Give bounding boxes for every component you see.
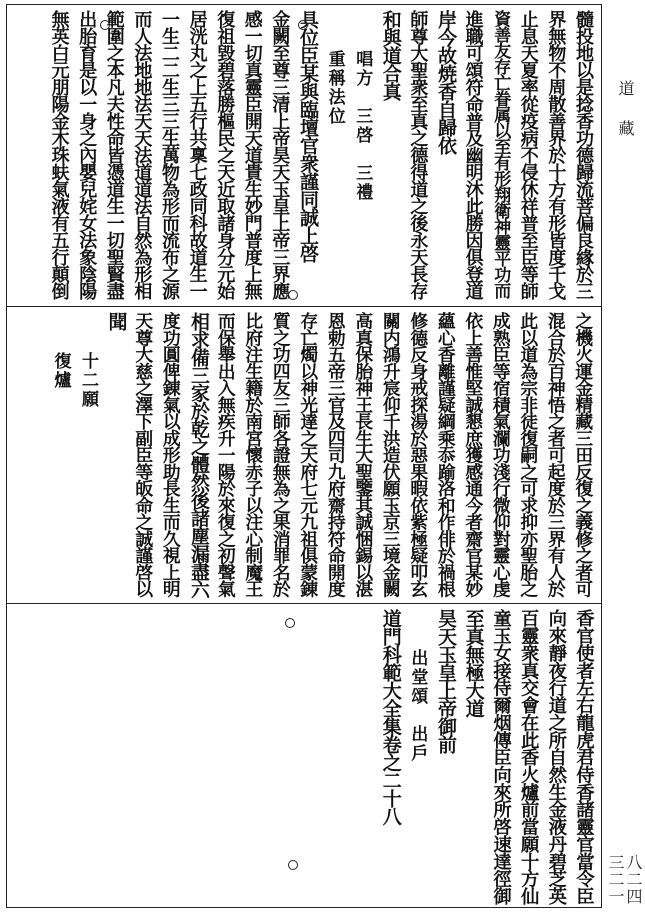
text-column: 質之功四友三師各證無為之果消罪名於 <box>270 312 292 597</box>
text-column: 十二願 <box>78 352 98 409</box>
text-column: 岸今故焼香自歸依 <box>435 10 457 154</box>
text-column: 相求備三家於乾之體然後諸塵漏盡六 <box>187 312 210 598</box>
text-column: 復祖毀碧落勝樞民之天近取諸身分元始 <box>214 10 236 299</box>
text-column: 此以道為宗非徒復嗣之可求抑亦聖胎之 <box>517 312 539 597</box>
text-column: 無英白元朋陽金木珠蚨氣液有五行顛倒 <box>48 10 70 299</box>
text-column: 向來靜夜行道之所自然生金液丹碧芝英 <box>545 609 567 905</box>
circle-mark-icon <box>298 20 308 30</box>
text-column: 度功圓俾錬氣以成形助長生而久視上明 <box>160 312 182 597</box>
margin-title-bottom: 藏 <box>616 120 635 140</box>
text-column: 童玉女接侍爾烟傳臣向來所啓速達徑御 <box>490 609 512 905</box>
text-column: 而保舉出入無疾升一陽於來復之初聲氣 <box>215 312 237 597</box>
text-column: 百靈衆真交會在此香火爐前當願十方仙 <box>518 609 540 905</box>
text-column: 而人法地地法天天法道道法自然為形相 <box>131 10 153 299</box>
text-column: 髓投地以是捻香功德歸流菩偏良緣於三 <box>573 10 594 299</box>
text-column: 天尊大慈之澤下副臣等皈命之誠謹啓以 <box>132 312 154 597</box>
text-column: 恩勅五帝三官及四司九府齋持符命開度 <box>325 312 347 597</box>
text-column: 修德反身戒探湯於惡果暇依紫極疑叩玄 <box>407 312 429 597</box>
text-column: 比府注生籍於南宮懷赤子以注心制魔王 <box>242 312 264 597</box>
text-column: 進職可頌符命普及幽明沐此勝因俱登道 <box>462 10 484 299</box>
text-column: 師尊大聖衆至真之德得道之後永天長存 <box>407 10 429 299</box>
text-column: 唱方 三啓 三禮 <box>352 50 373 202</box>
text-column: 出堂頌 出戶 <box>407 649 428 763</box>
circle-mark-icon <box>285 618 295 628</box>
text-column: 道門科範大全集卷之二十八 <box>379 609 402 825</box>
page-number-right: 八二四 <box>624 854 643 905</box>
circle-mark-icon <box>100 20 110 30</box>
text-column: 至真無極大道 <box>462 609 485 717</box>
text-column: 出胎育是以一身之內嬰兒姹女法象陰陽 <box>76 10 98 299</box>
text-column: 成熟臣等宿積氣瀾功淺行微仰對靈心虔 <box>490 312 512 597</box>
text-column: 存亡燭以神光達之天府七元九祖俱蒙錬 <box>297 312 319 597</box>
text-column: 高真保胎神王長生大聖鑒其誠悃錫以湛 <box>352 312 374 597</box>
text-column: 依上善惟堅誠懇庶獲感通今者齋官某妙 <box>462 312 484 597</box>
text-column: 混合於百神悟之者可起度於三界有人於 <box>545 312 567 597</box>
text-column: 一生二二生三三生萬物為形而流布之源 <box>159 10 180 299</box>
text-column: 關内鴻升宸仰千洪造伏願玉京三境金闕 <box>380 312 402 597</box>
page-number-left: 三二一 <box>606 854 625 905</box>
text-column: 範圍之本凡夫性命皆憑道生一切聖賢盡 <box>103 10 125 299</box>
margin-title-top: 道 <box>616 80 635 100</box>
circle-mark-icon <box>288 860 298 870</box>
register-divider <box>6 603 602 604</box>
register-divider <box>6 306 602 307</box>
text-column: 資善友存亡眷属以至有形翔衛神靈平功而 <box>490 10 511 298</box>
text-column: 止息天夏率從疫病不侵休祥普至臣等師 <box>517 10 539 299</box>
text-column: 重稱法位 <box>324 50 345 126</box>
text-column: 界無物不周散善界於十方有形皆度千戈 <box>545 10 567 299</box>
text-column: 聞 <box>105 312 128 330</box>
text-column: 金闕至尊三清上帝昊天玉皇上帝三界應 <box>269 10 291 299</box>
text-column: 復爐 <box>50 352 71 390</box>
text-column: 具位臣某與臨壇官衆謹同誠上啓 <box>297 10 319 262</box>
text-column: 昊天玉皇上帝御前 <box>435 609 457 753</box>
text-column: 蘊心香離謹疑綱乘忝踰洛和作俳於禍根 <box>435 312 457 597</box>
text-column: 和與道合真 <box>379 10 402 100</box>
text-column: 之機火運金精藏三田反復之義修之者可 <box>572 312 594 597</box>
text-column: 感一切真靈臣開天道貴生妙門普度上無 <box>241 10 263 299</box>
text-column: 香官使者左右龍虎君侍香諸靈官當令臣 <box>573 609 595 905</box>
circle-mark-icon <box>288 290 298 300</box>
text-column: 居洸丸之上五行共稟七政同科故道生一 <box>186 10 208 299</box>
